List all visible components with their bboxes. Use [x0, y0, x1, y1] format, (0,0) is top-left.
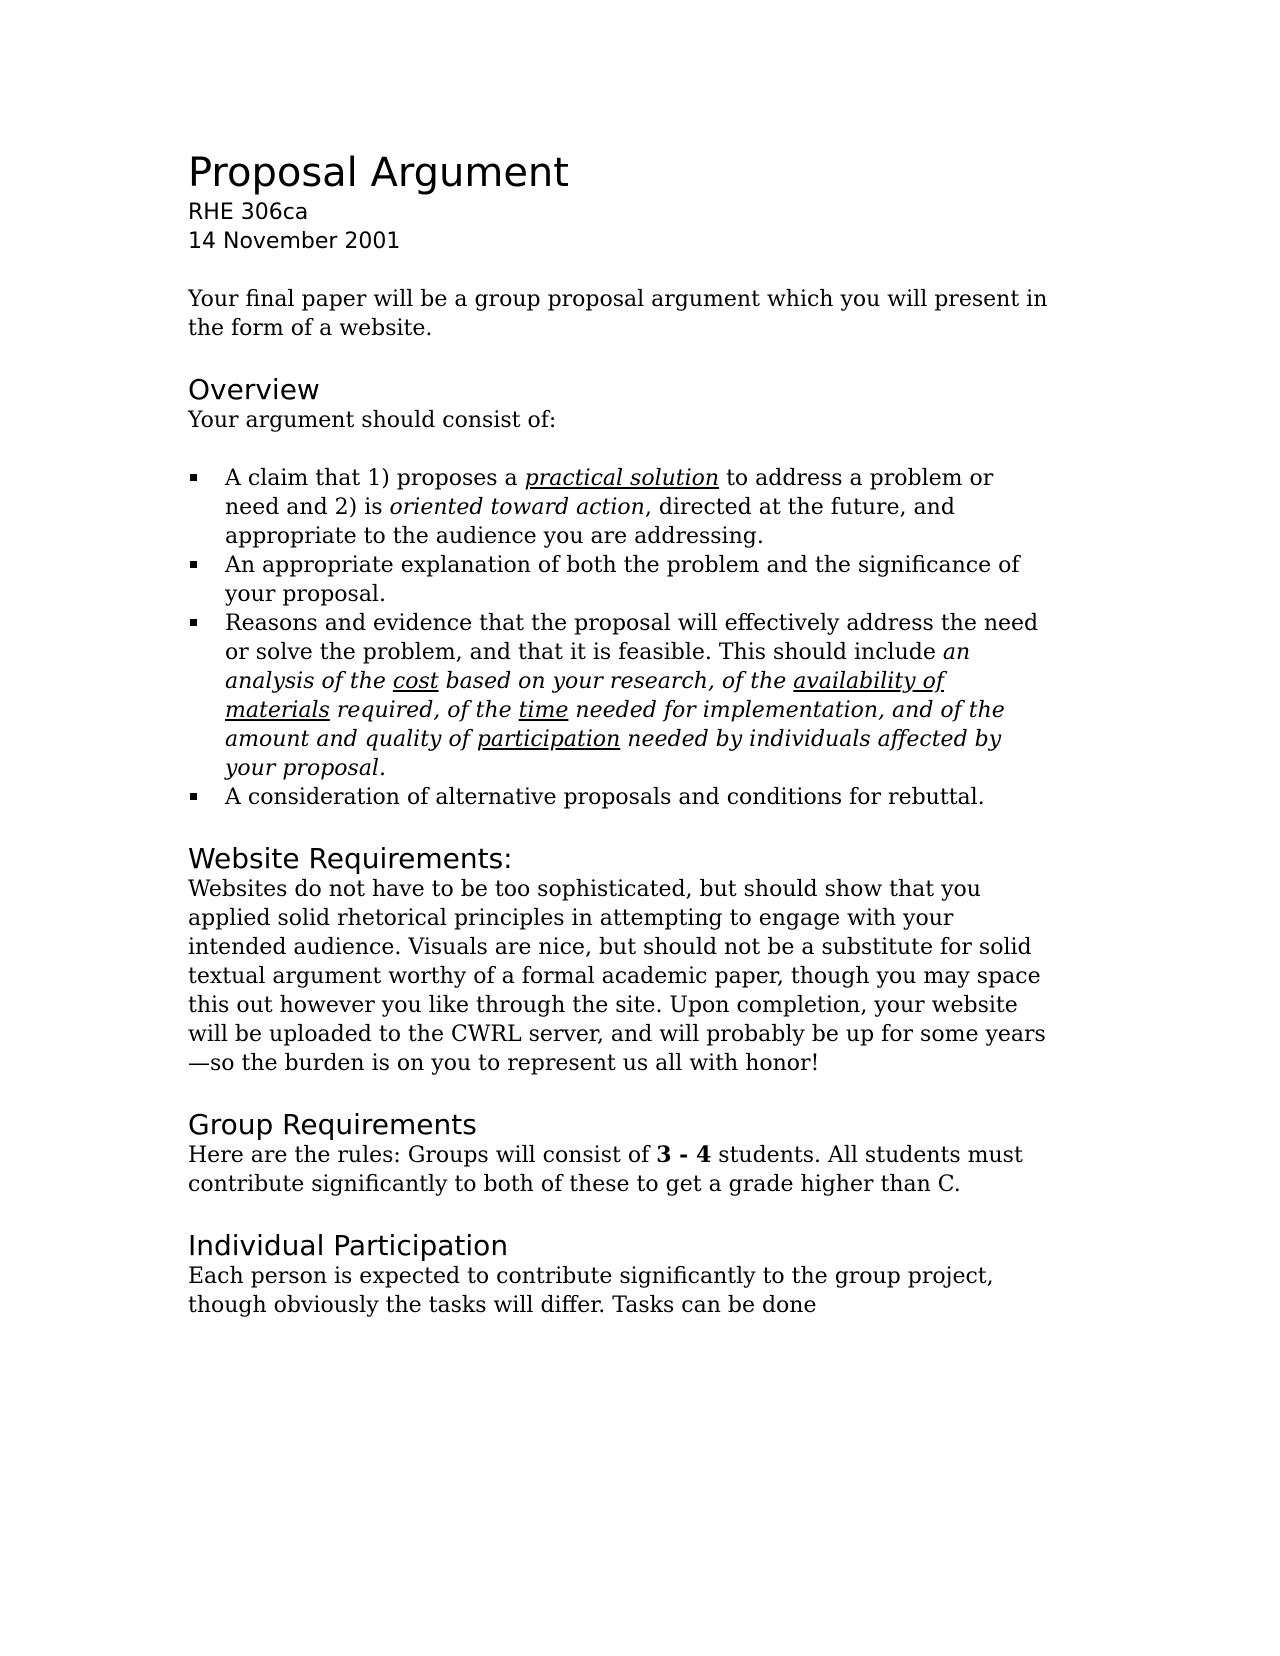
square-bullet-icon: [190, 793, 197, 800]
square-bullet-icon: [190, 619, 197, 626]
course-code: RHE 306ca: [188, 200, 309, 225]
emphasis-oriented-action: oriented toward action: [389, 495, 645, 520]
overview-heading: Overview: [188, 373, 320, 406]
overview-list: [188, 464, 1048, 812]
emphasis-cost: cost: [392, 669, 439, 694]
group-paragraph: Here are the rules: Groups will consist of 3 - 4 students. All students must contribute significantly to both of these to get a grade higher than C.: [188, 1142, 1023, 1197]
individual-paragraph: Each person is expected to contribute significantly to the group project, though obviously the tasks will differ. Tasks can be done: [188, 1264, 994, 1318]
group-heading: Group Requirements: [188, 1108, 477, 1141]
website-paragraph: Websites do not have to be too sophisticated, but should show that you applied solid rhetorical principles in attempting to engage with your intended audience. Visuals are nice, but should not be a substitute for solid textual argument worthy of a formal academic paper, though you may space this out however you like through the site. Upon completion, your website will be uploaded to the CWRL server, and will probably be up for some years—so the burden is on you to represent us all with honor!: [188, 877, 1046, 1076]
website-heading: Website Requirements:: [188, 842, 513, 875]
overview-lead: Your argument should consist of:: [188, 408, 557, 433]
document-page: [188, 148, 1048, 1320]
emphasis-participation: participation: [476, 727, 621, 752]
emphasis-time: time: [518, 698, 569, 723]
square-bullet-icon: [190, 561, 197, 568]
list-item: Reasons and evidence that the proposal will effectively address the need or solve the problem, and that it is feasible. This should include an analysis of the cost based on your research, of the availability of materials required, of the time needed for implementation, and of the amount and quality of participation needed by individuals affected by your proposal.: [188, 609, 1048, 783]
square-bullet-icon: [190, 474, 197, 481]
group-size: 3 - 4: [656, 1142, 712, 1168]
list-item: A claim that 1) proposes a practical solution to address a problem or need and 2) is oriented toward action, directed at the future, and appropriate to the audience you are addressing.: [188, 464, 1048, 551]
document-date: 14 November 2001: [188, 229, 401, 254]
list-item: A consideration of alternative proposals and conditions for rebuttal.: [188, 783, 1048, 812]
emphasis-availability: availability of materials: [225, 669, 944, 723]
list-item: An appropriate explanation of both the problem and the significance of your proposal.: [188, 551, 1048, 609]
individual-heading: Individual Participation: [188, 1229, 509, 1262]
document-title: Proposal Argument: [188, 150, 569, 196]
emphasis-practical-solution: practical solution: [524, 466, 720, 491]
intro-paragraph: Your final paper will be a group proposal argument which you will present in the form of a website.: [188, 287, 1048, 341]
